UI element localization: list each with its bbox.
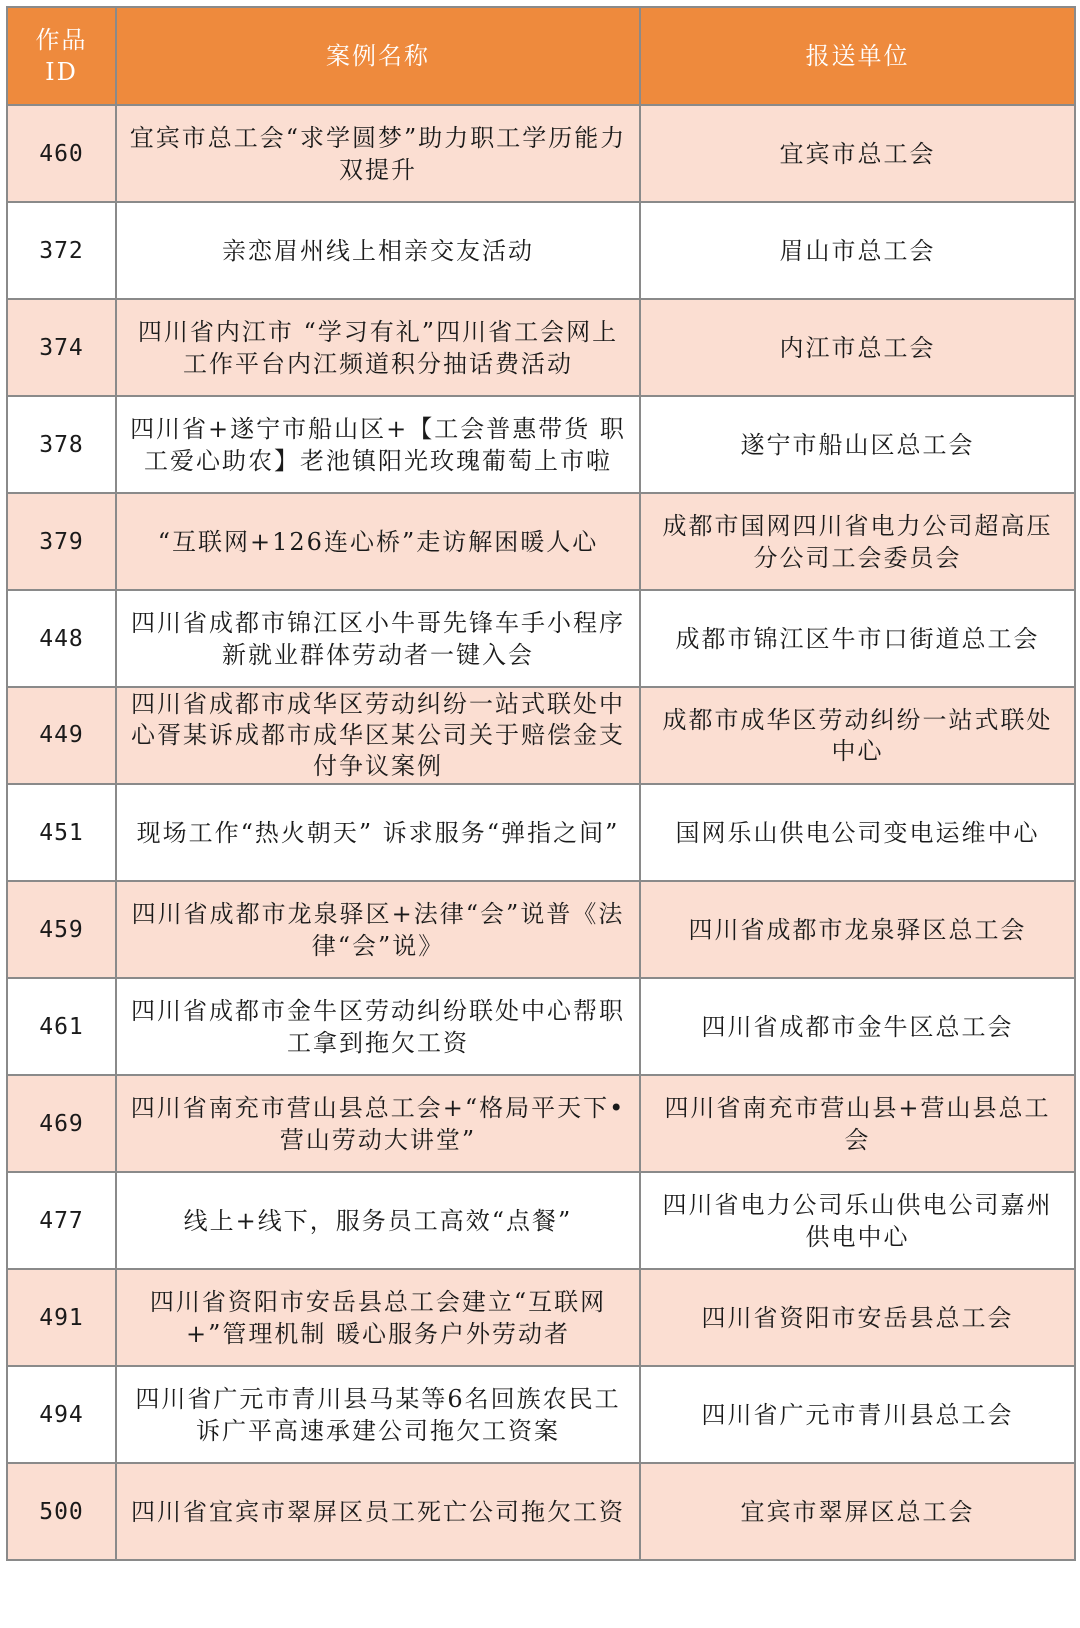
table-row (7, 202, 1075, 299)
row-unit: 四川省电力公司乐山供电公司嘉州供电中心 (640, 1172, 1075, 1269)
row-id: 491 (7, 1269, 116, 1366)
row-unit: 眉山市总工会 (640, 202, 1075, 299)
table-row (7, 1463, 1075, 1560)
row-name: “互联网+126连心桥”走访解困暖人心 (116, 493, 640, 590)
row-unit: 宜宾市总工会 (640, 105, 1075, 202)
row-id: 449 (7, 687, 116, 784)
row-unit: 成都市锦江区牛市口街道总工会 (640, 590, 1075, 687)
row-unit: 宜宾市翠屏区总工会 (640, 1463, 1075, 1560)
table-row (7, 590, 1075, 687)
row-id: 494 (7, 1366, 116, 1463)
table-row (7, 784, 1075, 881)
row-name: 四川省宜宾市翠屏区员工死亡公司拖欠工资 (116, 1463, 640, 1560)
row-name: 四川省南充市营山县总工会+“格局平天下•营山劳动大讲堂” (116, 1075, 640, 1172)
table-row (7, 396, 1075, 493)
row-name: 四川省成都市锦江区小牛哥先锋车手小程序新就业群体劳动者一键入会 (116, 590, 640, 687)
row-id: 378 (7, 396, 116, 493)
row-unit: 四川省南充市营山县+营山县总工会 (640, 1075, 1075, 1172)
row-name: 四川省成都市龙泉驿区+法律“会”说普《法律“会”说》 (116, 881, 640, 978)
row-id: 477 (7, 1172, 116, 1269)
row-id: 500 (7, 1463, 116, 1560)
row-unit: 内江市总工会 (640, 299, 1075, 396)
row-unit: 成都市国网四川省电力公司超高压分公司工会委员会 (640, 493, 1075, 590)
row-name: 现场工作“热火朝天” 诉求服务“弹指之间” (116, 784, 640, 881)
header-name: 案例名称 (116, 7, 640, 105)
header-row (7, 7, 1075, 105)
header-id: 作品ID (7, 7, 116, 105)
row-unit: 四川省广元市青川县总工会 (640, 1366, 1075, 1463)
row-unit: 四川省成都市金牛区总工会 (640, 978, 1075, 1075)
table-row (7, 1366, 1075, 1463)
header-unit: 报送单位 (640, 7, 1075, 105)
table-row (7, 687, 1075, 784)
table-body (7, 105, 1075, 1560)
row-name: 线上+线下，服务员工高效“点餐” (116, 1172, 640, 1269)
table-row (7, 881, 1075, 978)
row-name: 四川省内江市 “学习有礼”四川省工会网上工作平台内江频道积分抽话费活动 (116, 299, 640, 396)
case-table (6, 6, 1076, 1561)
row-id: 469 (7, 1075, 116, 1172)
row-id: 461 (7, 978, 116, 1075)
table-row (7, 1075, 1075, 1172)
table-row (7, 978, 1075, 1075)
table-header (7, 7, 1075, 105)
table-row (7, 1269, 1075, 1366)
row-name: 亲恋眉州线上相亲交友活动 (116, 202, 640, 299)
row-name: 四川省资阳市安岳县总工会建立“互联网+”管理机制 暖心服务户外劳动者 (116, 1269, 640, 1366)
row-id: 372 (7, 202, 116, 299)
row-unit: 成都市成华区劳动纠纷一站式联处中心 (640, 687, 1075, 784)
row-name: 四川省+遂宁市船山区+【工会普惠带货 职工爱心助农】老池镇阳光玫瑰葡萄上市啦 (116, 396, 640, 493)
row-id: 460 (7, 105, 116, 202)
row-id: 459 (7, 881, 116, 978)
table-row (7, 105, 1075, 202)
table-row (7, 1172, 1075, 1269)
row-id: 374 (7, 299, 116, 396)
row-unit: 四川省资阳市安岳县总工会 (640, 1269, 1075, 1366)
row-unit: 四川省成都市龙泉驿区总工会 (640, 881, 1075, 978)
row-id: 451 (7, 784, 116, 881)
table-row (7, 493, 1075, 590)
row-unit: 遂宁市船山区总工会 (640, 396, 1075, 493)
case-table-container (6, 6, 1074, 1561)
row-name: 四川省成都市金牛区劳动纠纷联处中心帮职工拿到拖欠工资 (116, 978, 640, 1075)
row-unit: 国网乐山供电公司变电运维中心 (640, 784, 1075, 881)
row-name: 四川省广元市青川县马某等6名回族农民工诉广平高速承建公司拖欠工资案 (116, 1366, 640, 1463)
row-id: 379 (7, 493, 116, 590)
row-id: 448 (7, 590, 116, 687)
table-row (7, 299, 1075, 396)
row-name: 宜宾市总工会“求学圆梦”助力职工学历能力双提升 (116, 105, 640, 202)
row-name: 四川省成都市成华区劳动纠纷一站式联处中心胥某诉成都市成华区某公司关于赔偿金支付争议案例 (116, 687, 640, 784)
